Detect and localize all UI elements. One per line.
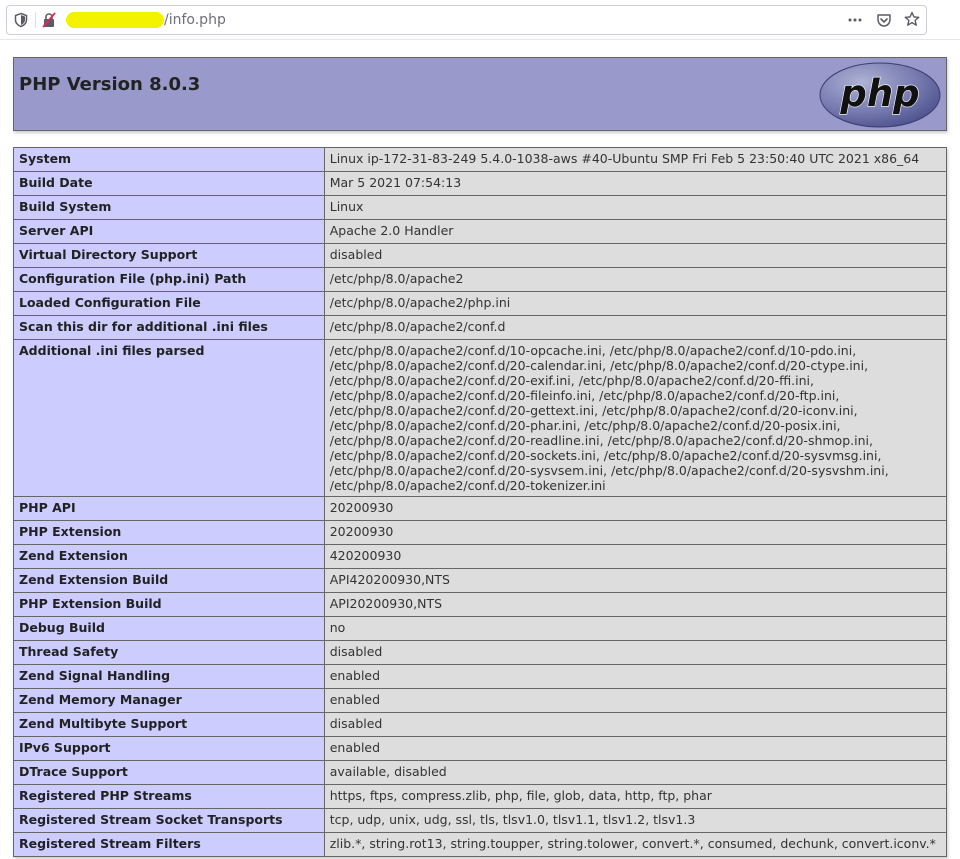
row-key: System <box>14 148 325 172</box>
row-value: tcp, udp, unix, udg, ssl, tls, tlsv1.0, tlsv1.1, tlsv1.2, tlsv1.3 <box>324 809 946 833</box>
row-key: PHP API <box>14 497 325 521</box>
row-value: /etc/php/8.0/apache2/php.ini <box>324 292 946 316</box>
row-value: /etc/php/8.0/apache2/conf.d <box>324 316 946 340</box>
page-title: PHP Version 8.0.3 <box>19 74 201 95</box>
row-key: Registered PHP Streams <box>14 785 325 809</box>
row-key: PHP Extension Build <box>14 593 325 617</box>
row-value: disabled <box>324 641 946 665</box>
table-row <box>14 244 947 268</box>
table-row <box>14 713 947 737</box>
table-row <box>14 172 947 196</box>
table-row <box>14 268 947 292</box>
phpinfo-header <box>13 57 947 131</box>
row-value: no <box>324 617 946 641</box>
row-key: Server API <box>14 220 325 244</box>
table-row <box>14 521 947 545</box>
table-row <box>14 593 947 617</box>
table-row <box>14 316 947 340</box>
row-key: Build Date <box>14 172 325 196</box>
row-value: Linux ip-172-31-83-249 5.4.0-1038-aws #40-Ubuntu SMP Fri Feb 5 23:50:40 UTC 2021 x86_64 <box>324 148 946 172</box>
row-key: Build System <box>14 196 325 220</box>
table-row <box>14 833 947 857</box>
row-value: /etc/php/8.0/apache2/conf.d/10-opcache.ini, /etc/php/8.0/apache2/conf.d/10-pdo.ini, /etc/php/8.0/apache2/conf.d/20-calendar.ini, /etc/php/8.0/apache2/conf.d/20-ctype.ini, /etc/php/8.0/apache2/conf.d/20-exif.ini, /etc/php/8.0/apache2/conf.d/20-ffi.ini, /etc/php/8.0/apache2/conf.d/20-fileinfo.ini, /etc/php/8.0/apache2/conf.d/20-ftp.ini, /etc/php/8.0/apache2/conf.d/20-gettext.ini, /etc/php/8.0/apache2/conf.d/20-iconv.ini, /etc/php/8.0/apache2/conf.d/20-phar.ini, /etc/php/8.0/apache2/conf.d/20-posix.ini, /etc/php/8.0/apache2/conf.d/20-readline.ini, /etc/php/8.0/apache2/conf.d/20-shmop.ini, /etc/php/8.0/apache2/conf.d/20-sockets.ini, /etc/php/8.0/apache2/conf.d/20-sysvmsg.ini, /etc/php/8.0/apache2/conf.d/20-sysvsem.ini, /etc/php/8.0/apache2/conf.d/20-sysvshm.ini, /etc/php/8.0/apache2/conf.d/20-tokenizer.ini <box>324 340 946 497</box>
row-key: Registered Stream Filters <box>14 833 325 857</box>
row-value: https, ftps, compress.zlib, php, file, glob, data, http, ftp, phar <box>324 785 946 809</box>
row-key: Zend Multibyte Support <box>14 713 325 737</box>
url-bar-separator <box>35 12 36 28</box>
row-key: Virtual Directory Support <box>14 244 325 268</box>
url-bar[interactable] <box>6 5 927 35</box>
row-value: 20200930 <box>324 521 946 545</box>
table-row <box>14 641 947 665</box>
table-row <box>14 196 947 220</box>
row-key: Scan this dir for additional .ini files <box>14 316 325 340</box>
tracking-protection-shield-icon[interactable] <box>13 12 29 28</box>
row-value: enabled <box>324 665 946 689</box>
browser-toolbar <box>0 0 960 40</box>
row-value: 420200930 <box>324 545 946 569</box>
row-value: /etc/php/8.0/apache2 <box>324 268 946 292</box>
table-row <box>14 737 947 761</box>
row-value: Mar 5 2021 07:54:13 <box>324 172 946 196</box>
info-table-body <box>14 148 947 857</box>
row-key: Zend Extension Build <box>14 569 325 593</box>
row-value: disabled <box>324 713 946 737</box>
table-row <box>14 497 947 521</box>
row-value: 20200930 <box>324 497 946 521</box>
row-key: Configuration File (php.ini) Path <box>14 268 325 292</box>
table-row <box>14 545 947 569</box>
row-key: Additional .ini files parsed <box>14 340 325 497</box>
table-row <box>14 340 947 497</box>
row-value: Apache 2.0 Handler <box>324 220 946 244</box>
row-value: API20200930,NTS <box>324 593 946 617</box>
row-key: Zend Signal Handling <box>14 665 325 689</box>
row-value: available, disabled <box>324 761 946 785</box>
table-row <box>14 569 947 593</box>
row-key: IPv6 Support <box>14 737 325 761</box>
info-table <box>13 147 947 857</box>
row-value: enabled <box>324 689 946 713</box>
url-path[interactable]: /info.php <box>164 12 226 28</box>
phpinfo-content <box>13 57 947 851</box>
table-row <box>14 292 947 316</box>
row-value: API420200930,NTS <box>324 569 946 593</box>
table-row <box>14 148 947 172</box>
row-key: Zend Extension <box>14 545 325 569</box>
row-key: Thread Safety <box>14 641 325 665</box>
table-row <box>14 809 947 833</box>
insecure-connection-icon[interactable] <box>41 12 57 28</box>
pocket-icon[interactable] <box>876 12 892 28</box>
row-key: Registered Stream Socket Transports <box>14 809 325 833</box>
row-key: Loaded Configuration File <box>14 292 325 316</box>
redacted-url-host <box>66 12 164 28</box>
table-row <box>14 761 947 785</box>
table-row <box>14 785 947 809</box>
row-value: zlib.*, string.rot13, string.toupper, string.tolower, convert.*, consumed, dechunk, convert.iconv.* <box>324 833 946 857</box>
row-key: Zend Memory Manager <box>14 689 325 713</box>
row-key: DTrace Support <box>14 761 325 785</box>
php-logo-icon[interactable] <box>819 62 941 128</box>
row-key: Debug Build <box>14 617 325 641</box>
row-value: enabled <box>324 737 946 761</box>
bookmark-star-icon[interactable] <box>904 11 920 27</box>
page-actions-more-icon[interactable] <box>847 12 863 28</box>
table-row <box>14 689 947 713</box>
table-row <box>14 665 947 689</box>
php-logo-text: php <box>840 72 920 115</box>
row-key: PHP Extension <box>14 521 325 545</box>
table-row <box>14 617 947 641</box>
row-value: Linux <box>324 196 946 220</box>
table-row <box>14 220 947 244</box>
row-value: disabled <box>324 244 946 268</box>
